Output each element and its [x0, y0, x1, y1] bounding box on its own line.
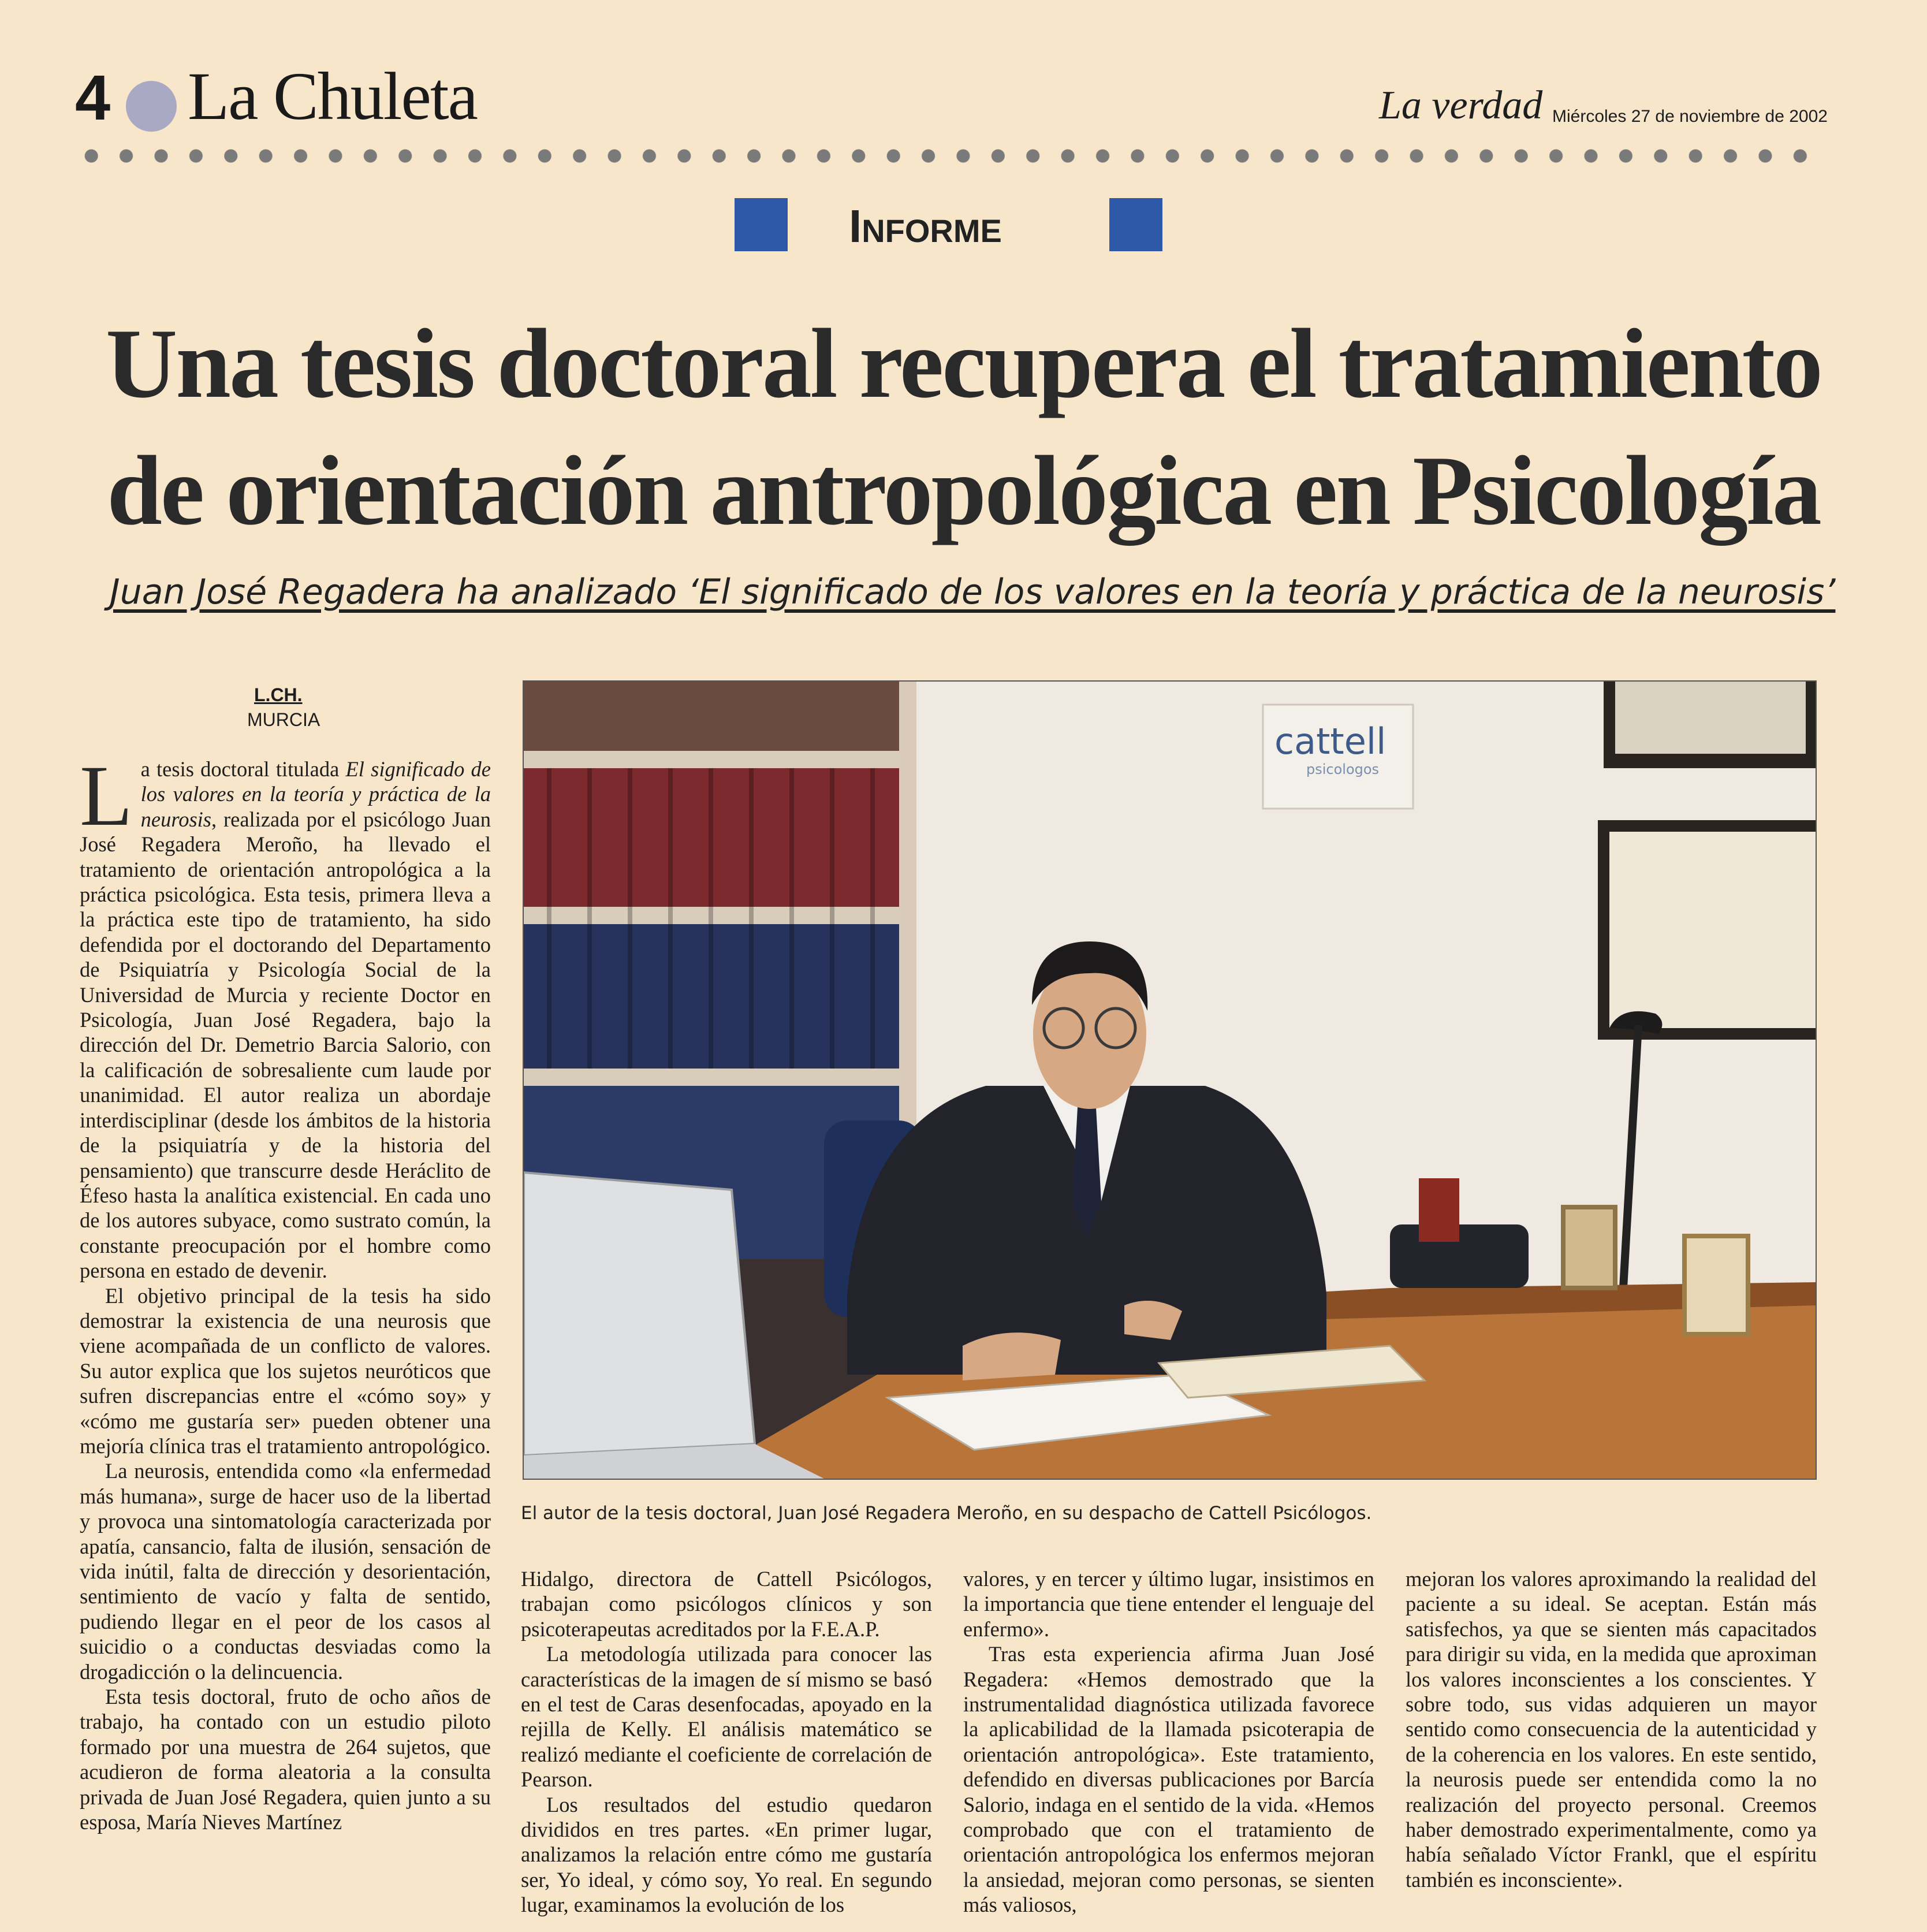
kicker-square-right-icon [1109, 198, 1162, 251]
photo-frame [1563, 1207, 1615, 1288]
paragraph-2: El objetivo principal de la tesis ha sido demostrar la existencia de una neurosis que viene acompañada de un conflicto de valores. Su autor explica que los sujetos neuróticos que sufren discrepancias entre el «cómo soy» y «cómo me gustaría ser» pueden obtener una mejoría clínica tras el tratamiento antropológico. [80, 1283, 491, 1458]
section-title: La Chuleta [188, 58, 477, 134]
cattell-sign-subtext: psicologos [1306, 761, 1380, 777]
laptop [524, 1172, 755, 1455]
photo-caption: El autor de la tesis doctoral, Juan José Regadera Meroño, en su despacho de Cattell Psicólogos. [521, 1503, 1372, 1524]
paragraph-5: La metodología utilizada para conocer las características de la imagen de sí mismo se basó en el test de Caras desenfocadas, apoyado en la rejilla de Kelly. El análisis matemático se realizó mediante el coeficiente de correlación de Pearson. [521, 1642, 932, 1792]
cattell-sign-text: cattell [1274, 720, 1386, 762]
paragraph-7-continued: mejoran los valores aproximando la realidad del paciente a su ideal. Se aceptan. Están más satisfechos, ya que se sienten más capacitados para dirigir su vida, en la medida que aproximan los valores inconscientes a los conscientes. Y sobre todo, sus vidas adquieren un mayor sentido como consecuencia de la autenticidad y de la coherencia en los valores. En este sentido, la neurosis puede ser entendida como la no realización del proyecto personal. Creemos haber demostrado experimentalmente, como ya había señalado Víctor Frankl, que el espíritu también es inconsciente». [1406, 1567, 1817, 1892]
paragraph-1-intro: a tesis doctoral titulada [140, 757, 346, 781]
headline-line-1: Una tesis doctoral recupera el tratamiento [106, 309, 1821, 419]
thesis-title: El significado de los valores en la teoría y práctica de la neurosis [140, 757, 491, 831]
photo [523, 680, 1817, 1480]
issue-date: Miércoles 27 de noviembre de 2002 [1552, 107, 1828, 126]
paragraph-1-body: , realizada por el psicólogo Juan José Regadera Meroño, ha llevado el tratamiento de orientación antropológica a la práctica psicológica. Esta tesis, primera lleva a la práctica este tipo de tratamiento, ha sido defendida por el doctorando del Departamento de Psiquiatría y Psicología Social de la Universidad de Murcia y reciente Doctor en Psicología, Juan José Regadera, bajo la dirección del Dr. Demetrio Barcia Salorio, con la calificación de sobresaliente cum laude por unanimidad. El autor realiza un abordaje interdisciplinar (desde los ámbitos de la historia de la psiquiatría y de la historia del pensamiento) que transcurre desde Heráclito de Éfeso hasta la analítica existencial. En cada uno de los autores subyace, como sustrato común, la constante preocupación por el hombre como persona en estado de devenir. [80, 807, 491, 1283]
page-number: 4 [75, 62, 111, 133]
drop-cap: L [80, 748, 133, 844]
paragraph-4: Esta tesis doctoral, fruto de ocho años de trabajo, ha contado con un estudio piloto formado por una muestra de 264 sujetos, que acudieron de forma aleatoria a la consulta privada de Juan José Regadera, quien junto a su esposa, María Nieves Martínez [80, 1685, 491, 1834]
paragraph-6-continued: valores, y en tercer y último lugar, insistimos en la importancia que tiene entender el lenguaje del enfermo». [963, 1567, 1374, 1641]
newspaper-name: La verdad [1379, 83, 1543, 128]
paragraph-1 [80, 748, 491, 1283]
kicker-label: Informe [849, 200, 1002, 252]
section-dot-icon [126, 81, 177, 132]
paragraph-6: Los resultados del estudio quedaron divididos en tres partes. «En primer lugar, analizamos la relación entre cómo me gustaría ser, Yo ideal, y cómo soy, Yo real. En segundo lugar, examinamos la evolución de los [521, 1792, 932, 1917]
subheadline: Juan José Regadera ha analizado ‘El significado de los valores en la teoría y práctica de la neurosis’ [110, 572, 1836, 612]
pencil-holder [1419, 1178, 1459, 1242]
headline-line-2: de orientación antropológica en Psicología [107, 436, 1820, 546]
article-column-1 [80, 748, 491, 1834]
article-column-2 [521, 1566, 932, 1918]
kicker-square-left-icon [735, 198, 788, 251]
paragraph-3: La neurosis, entendida como «la enfermedad más humana», surge de hacer uso de la libertad y provoca una sintomatología caracterizada por apatía, cansancio, falta de ilusión, sensación de vida inútil, falta de dirección y desorientación, sentimiento de vacío y falta de sentido, pudiendo llegar en el peor de los casos al suicidio o a conductas desviadas como la drogadicción o la delincuencia. [80, 1459, 491, 1684]
dotted-rule-divider [74, 147, 1818, 165]
paragraph-4-continued: Hidalgo, directora de Cattell Psicólogos, trabajan como psicólogos clínicos y son psicoterapeutas acreditados por la F.E.A.P. [521, 1567, 932, 1641]
byline-author: L.CH. [254, 684, 303, 705]
article-column-4 [1406, 1566, 1817, 1892]
article-column-3 [963, 1566, 1374, 1918]
paragraph-7: Tras esta experiencia afirma Juan José Regadera: «Hemos demostrado que la instrumentalidad diagnóstica utilizada favorece la aplicabilidad de la llamada psicoterapia de orientación antropológica». Este tratamiento, defendido en diversas publicaciones por Barcía Salorio, indaga en el sentido de la vida. «Hemos comprobado que con el tratamiento de orientación antropológica los enfermos mejoran la ansiedad, mejoran como personas, se sienten más valiosos, [963, 1642, 1374, 1917]
byline-place: MURCIA [247, 709, 320, 730]
